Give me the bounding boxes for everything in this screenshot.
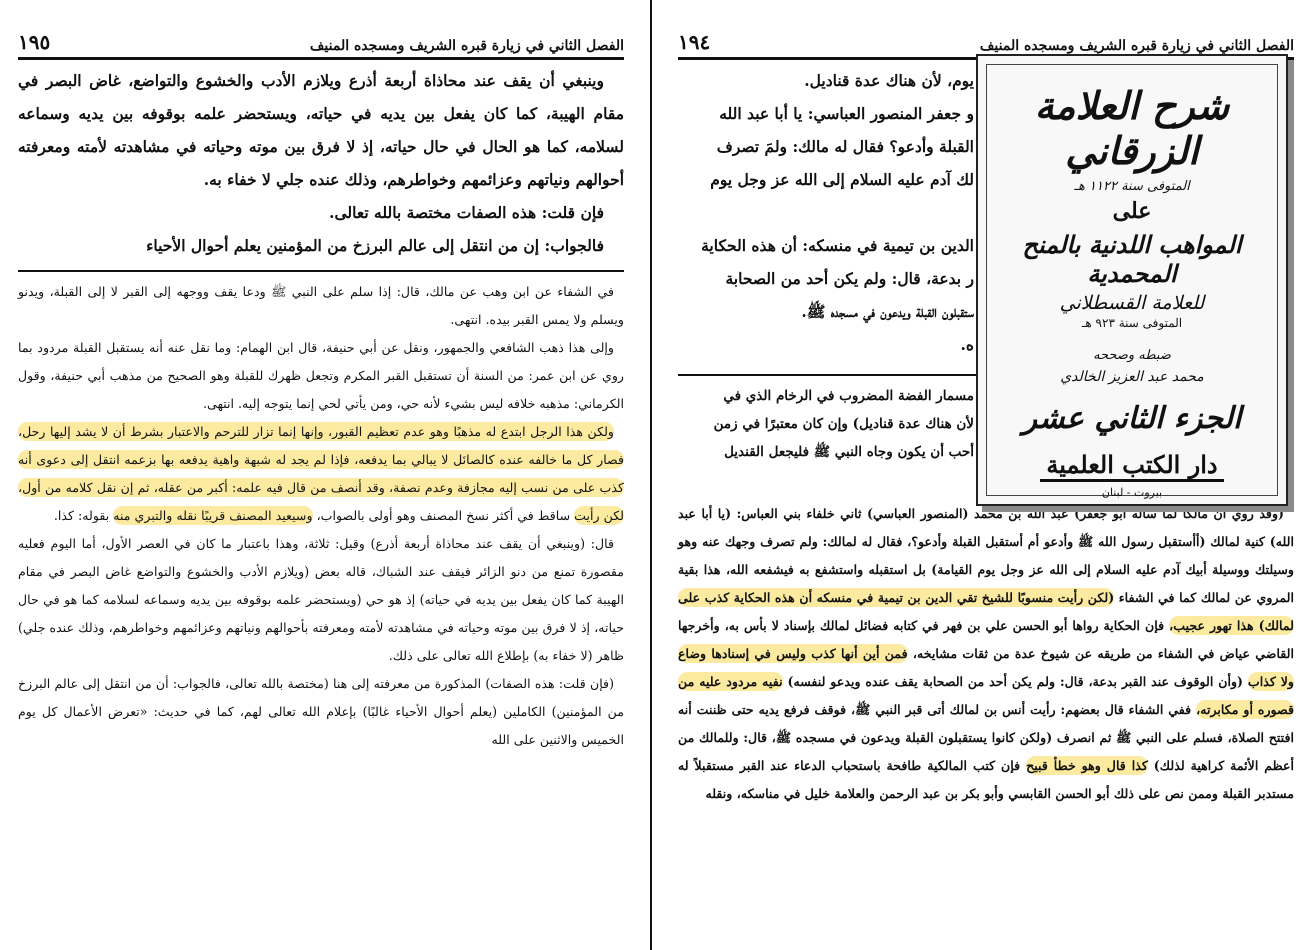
matn-line: ه. — [960, 335, 974, 354]
sharh-paragraph: قال: (وينبغي أن يقف عند محاذاة أربعة أذرع) وقيل: ثلاثة، وهذا باعتبار ما كان في العصر الأول، أما اليوم فعليه مقصورة تمنع من دنو الزائر فيقف عند الشباك، قاله بعض (ويلازم الأدب والخشوع والتواضع غاض البصر في مقام الهيبة كما كان يفعل بين يديه في حياته) إذ هو حي (ويستحضر علمه بوقوفه بين يديه وسماعه لسلامه كما هو في حال حياته، إذ لا فرق بين موته وحياته في مشاهدته لأمته ومعرفته بأحوالهم ونياتهم وعزائمهم وخواطرهم، وذلك عنده جلي) ظاهر (لا خفاء به) بإطلاع الله تعالى على ذلك. — [18, 536, 624, 663]
sharh-line: مسمار الفضة المضروب في الرخام الذي في — [723, 388, 974, 404]
cover-editor-name: محمد عبد العزيز الخالدي — [1060, 369, 1204, 385]
sharh-fragment: فإن كتب المالكية طافحة باستحباب الدعاء عند القبر مستقبلاً له مستدبر القبلة وممن نص على ذلك أبو الحسن القابسي وأبو بكر بن عبد الرحمن والعلامة خليل في مناسكه، ونقله — [678, 758, 1294, 801]
cover-editor-label: ضبطه وصححه — [1093, 348, 1171, 363]
matn-line: الدين بن تيمية في منسكه: أن هذه الحكاية — [701, 236, 974, 255]
cover-ala: على — [1112, 198, 1152, 224]
sharh-paragraph: (فإن قلت: هذه الصفات) المذكورة من معرفته إلى هنا (مختصة بالله تعالى، فالجواب: أن من انتقل إلى عالم البرزخ من المؤمنين) الكاملين (يعلم أحوال الأحياء غالبًا) بإعلام الله تعالى لهم، كما في حديث: «تعرض الأعمال كل يوم الخميس والاثنين على الله — [18, 676, 624, 747]
header-title: الفصل الثاني في زيارة قبره الشريف ومسجده المنيف — [979, 38, 1294, 54]
sharh-line: أحب أن يكون وجاه النبي ﷺ فليجعل القنديل — [724, 444, 974, 460]
sharh-line: لأن هناك عدة قناديل) وإن كان معتبرًا في زمن — [713, 416, 974, 432]
highlighted-passage: كذا قال وهو خطأ قبيح — [1026, 758, 1148, 773]
cover-title: شرح العلامة الزرقاني — [1034, 83, 1230, 173]
sharh-text — [678, 500, 1294, 808]
page-number: ١٩٥ — [18, 30, 51, 54]
matn-line: لك آدم عليه السلام إلى الله عز وجل يوم — [710, 170, 974, 189]
matn-paragraph: وينبغي أن يقف عند محاذاة أربعة أذرع ويلازم الأدب والخشوع والتواضع، غاض البصر في مقام الهيبة، كما كان يفعل بين يديه في حياته، ويستحضر علمه بوقوفه بين يديه وسماعه لسلامه، كما هو الحال في حال حياته، إذ لا فرق بين موته وحياته في مشاهدته لأمته ومعرفته أحوالهم ونياتهم وعزائمهم وخواطرهم، وذلك عنده جلي لا خفاء به. — [18, 71, 624, 189]
highlighted-passage: وسيعيد المصنف قريبًا نقله والتبري منه — [113, 508, 313, 523]
header-title: الفصل الثاني في زيارة قبره الشريف ومسجده المنيف — [309, 38, 624, 54]
sharh-fragment: ساقط في أكثر نسخ المصنف وهو أولى بالصواب، — [316, 508, 571, 523]
sharh-paragraph — [678, 500, 1294, 808]
page-header — [18, 10, 624, 60]
matn-line: ر بدعة، قال: ولم يكن أحد من الصحابة — [725, 269, 974, 288]
cover-subtitle: المواهب اللدنية بالمنح المحمدية — [1022, 230, 1242, 288]
highlighted-passage: ولكن هذا الرجل ابتدع له مذهبًا وهو عدم تعظيم القبور، وإنها إنما تزار للترحم والاعتبار بشرط أن لا يشد إليها رحل، فصار كل ما خالفه عنده كالصائل لا يبالي بما يدفعه، فإذا لم يجد له شبهة واهية يدفعه بها بزعمه انتقل إلى دعوى أنه كذب على من نسب إليه مجازفة وعدم نصفة، وقد أنصف من قال فيه علمه: أكبر من عقله، ثم إن نقل كلامه من أول، لكن رأيت — [18, 424, 624, 523]
matn-line: يوم، لأن هناك عدة قناديل. — [804, 71, 974, 90]
highlighted-passage: نفيه مردود عليه من قصوره أو مكابرته، — [678, 674, 1295, 717]
sharh-fragment: فإن الحكاية رواها أبو الحسن علي بن فهر في كتابه فضائل لمالك بإسناد لا بأس به، وأخرجها القاضي عياض في الشفاء من طريقه عن شيوخ عدة من ثقات مشايخه، — [678, 618, 1294, 661]
cover-volume: الجزء الثاني عشر — [1022, 401, 1242, 436]
cover-death-date: المتوفى سنة ١١٢٢ هـ — [1074, 179, 1190, 194]
section-divider — [18, 270, 624, 272]
matn-paragraph: فالجواب: إن من انتقل إلى عالم البرزخ من المؤمنين يعلم أحوال الأحياء — [146, 236, 604, 255]
matn-line — [678, 196, 974, 229]
highlighted-passage: (لكن رأيت منسوبًا للشيخ تقي الدين بن تيمية في منسكه أن هذه الحكاية كذب على لمالك) هذا تهور عجيب، — [678, 590, 1294, 633]
book-cover-image — [976, 54, 1288, 506]
sharh-paragraph — [18, 418, 624, 530]
sharh-paragraph: وإلى هذا ذهب الشافعي والجمهور، ونقل عن أبي حنيفة، قال ابن الهمام: وما نقل عنه أنه يستقبل القبلة مردود بما روي عن ابن عمر: من السنة أن تستقبل القبر المكرم وتجعل ظهرك للقبلة وهو الصحيح من مذهب أبي حنيفة، وقول الكرماني: مذهبه خلافه ليس بشيء لأنه حي، ومن يأتي لحي إنما يتوجه إليه. انتهى. — [18, 340, 624, 411]
cover-city: بيروت - لبنان — [1101, 486, 1163, 499]
page-195 — [0, 0, 646, 950]
cover-author: للعلامة القسطلاني — [1059, 292, 1205, 314]
sharh-text — [18, 278, 624, 754]
cover-frame — [986, 64, 1278, 499]
sharh-fragment: بقوله: كذا. — [53, 508, 110, 523]
page-header — [678, 10, 1294, 60]
matn-text — [18, 64, 624, 262]
sharh-paragraph: في الشفاء عن ابن وهب عن مالك، قال: إذا سلم على النبي ﷺ ودعا يقف ووجهه إلى القبر لا إلى القبلة، ويدنو ويسلم ولا يمس القبر بيده. انتهى. — [18, 284, 624, 327]
gutter-divider — [650, 0, 652, 950]
matn-line: القبلة وأدعو؟ فقال له مالك: ولمَ تصرف — [716, 137, 974, 156]
sharh-fragment: (وقد روي أن مالكًا لما سأله أبو جعفر) عبد الله بن محمد (المنصور العباسي) ثاني خلفاء بني العباس: (يا أبا عبد الله) كنية لمالك (أأستقبل رسول الله ﷺ وأدعو أم أستقبل القبلة وأدعو؟، فقال له لمالك: ولم تصرف وجهك عنه وهو وسيلتك ووسيلة أبيك آدم عليه السلام إلى الله عز وجل يوم القيامة) بل استقبله واستشفع به فيشفعه الله، هذا بقية المروي عن لمالك كما في الشفاء — [678, 506, 1295, 605]
sharh-fragment: ففي الشفاء قال بعضهم: رأيت أنس بن لمالك أتى قبر النبي ﷺ، فوقف فرفع يديه حتى ظننت أنه افتتح الصلاة، فسلم على النبي ﷺ ثم انصرف (ولكن كانوا يستقبلون القبلة ويدعون في مسجده ﷺ، قال: وللمالك من أعظم الأئمة كراهية لذلك) — [678, 702, 1295, 773]
matn-paragraph: فإن قلت: هذه الصفات مختصة بالله تعالى. — [329, 203, 604, 222]
cover-publisher-logo: دار الكتب العلمية — [1040, 450, 1223, 482]
cover-author-death: المتوفى سنة ٩٢٣ هـ — [1081, 316, 1183, 330]
highlighted-passage: فمن أين أنها كذب وليس في إسنادها وضاع ولا كذاب — [678, 646, 1294, 689]
matn-line: ستقبلون القبلة ويدعون في مسجده ﷺ. — [801, 302, 974, 321]
page-number: ١٩٤ — [678, 30, 711, 54]
sharh-fragment: (وأن الوقوف عند القبر بدعة، قال: ولم يكن أحد من الصحابة يقف عنده ويدعو لنفسه) — [787, 674, 1244, 689]
matn-line: و جعفر المنصور العباسي: يا أبا عبد الله — [719, 104, 974, 123]
